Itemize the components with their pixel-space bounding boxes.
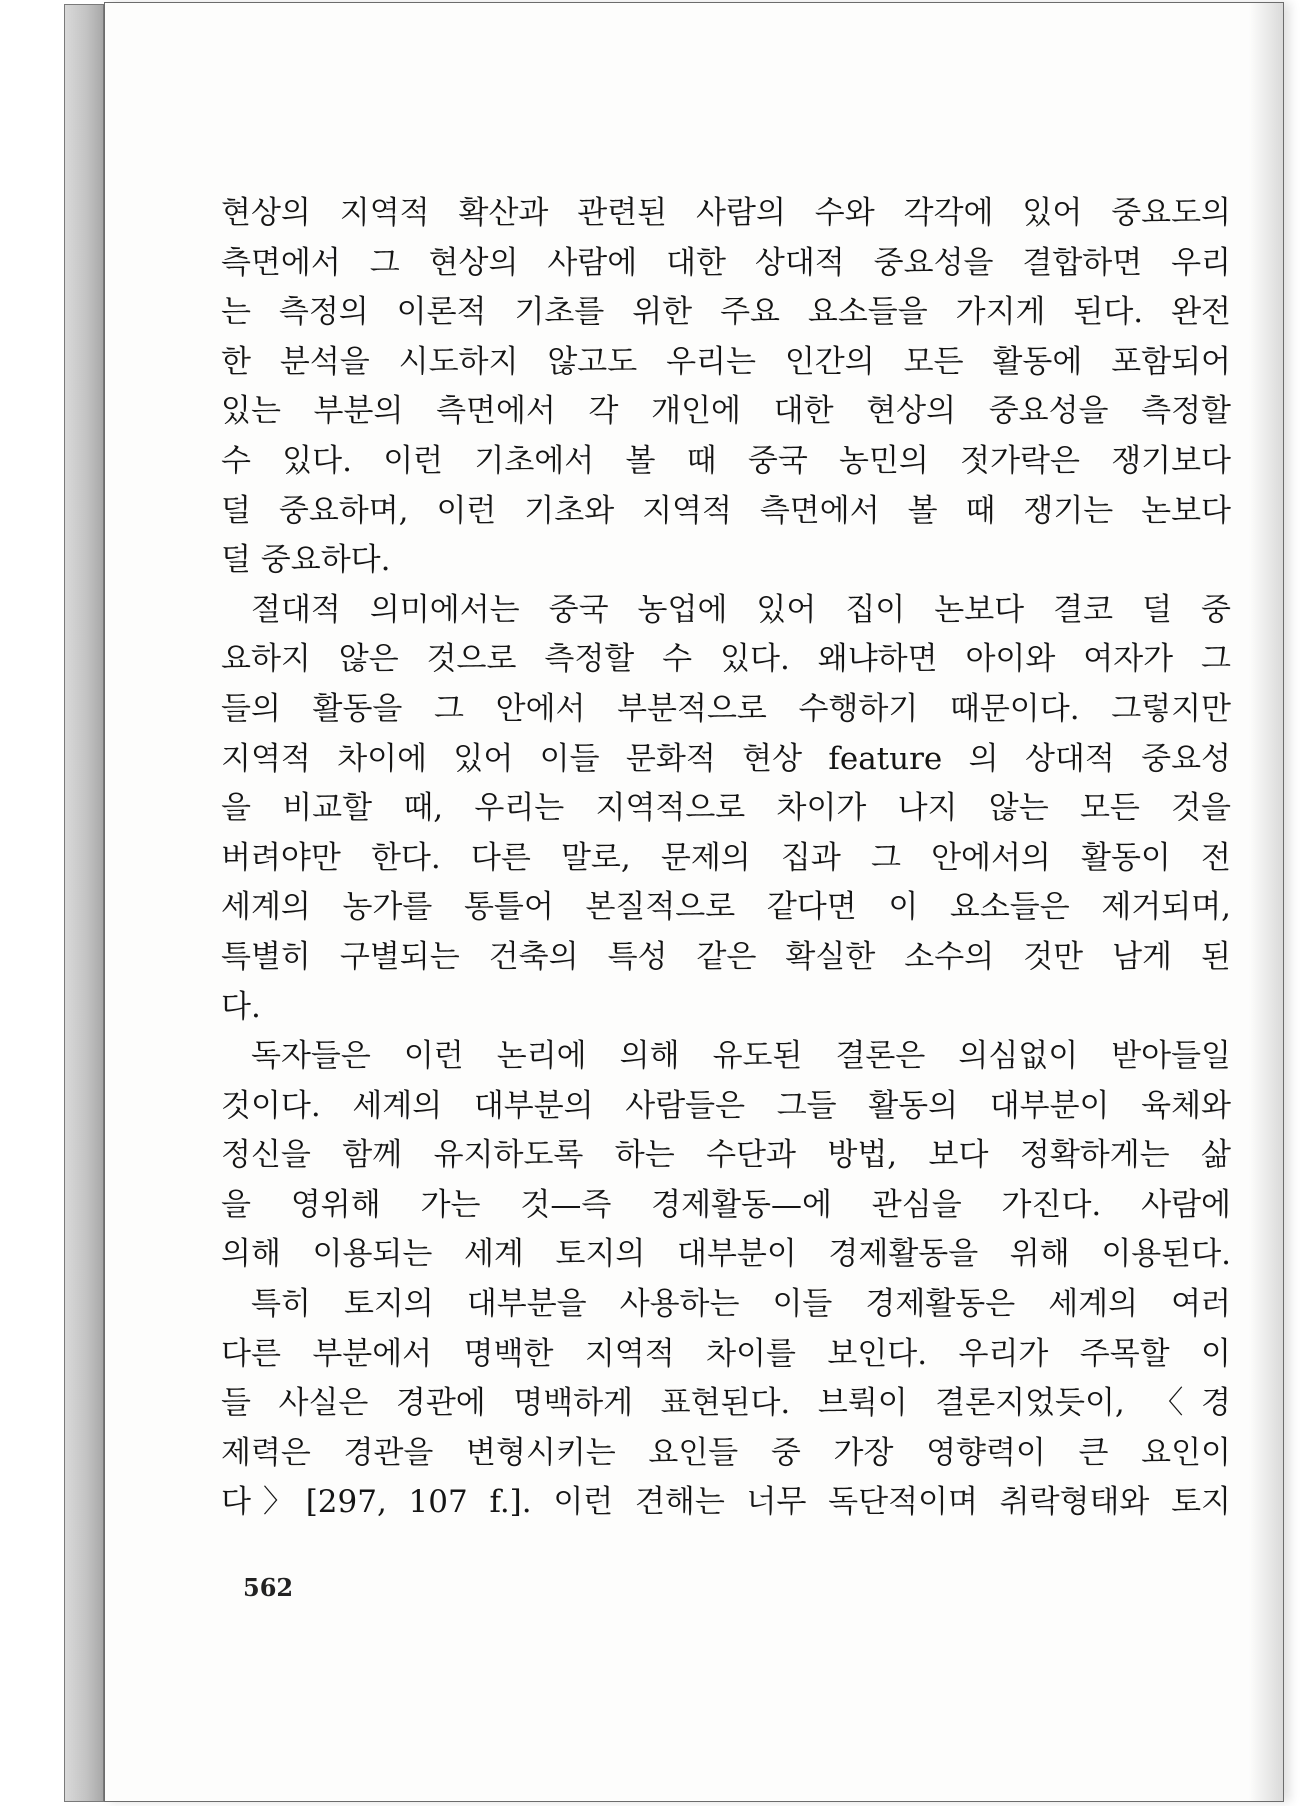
text-line: 한 분석을 시도하지 않고도 우리는 인간의 모든 활동에 포함되어 (221, 343, 1231, 380)
text-line: 덜 중요하며, 이런 기초와 지역적 측면에서 볼 때 쟁기는 논보다 (221, 492, 1231, 529)
book-page (104, 2, 1284, 1802)
text-line: 독자들은 이런 논리에 의해 유도된 결론은 의심없이 받아들일 (251, 1038, 1231, 1075)
text-line: 을 비교할 때, 우리는 지역적으로 차이가 나지 않는 모든 것을 (221, 790, 1231, 827)
text-line: 특별히 구별되는 건축의 특성 같은 확실한 소수의 것만 남게 된 (221, 938, 1231, 975)
text-line: 있는 부분의 측면에서 각 개인에 대한 현상의 중요성을 측정할 (221, 393, 1231, 430)
text-line: 측면에서 그 현상의 사람에 대한 상대적 중요성을 결합하면 우리 (221, 244, 1231, 281)
text-line: 지역적 차이에 있어 이들 문화적 현상 feature 의 상대적 중요성 (221, 740, 1231, 777)
text-line: 현상의 지역적 확산과 관련된 사람의 수와 각각에 있어 중요도의 (221, 195, 1231, 231)
text-line: 절대적 의미에서는 중국 농업에 있어 집이 논보다 결코 덜 중 (251, 591, 1231, 628)
text-line: 것이다. 세계의 대부분의 사람들은 그들 활동의 대부분이 육체와 (221, 1087, 1231, 1124)
text-line: 특히 토지의 대부분을 사용하는 이들 경제활동은 세계의 여러 (251, 1286, 1231, 1323)
text-line: 다〉[297, 107 f.]. 이런 견해는 너무 독단적이며 취락형태와 토지 (221, 1484, 1231, 1521)
text-line: 는 측정의 이론적 기초를 위한 주요 요소들을 가지게 된다. 완전 (221, 294, 1231, 331)
text-line: 들 사실은 경관에 명백하게 표현된다. 브뤽이 결론지었듯이, 〈경 (221, 1385, 1231, 1422)
text-line: 제력은 경관을 변형시키는 요인들 중 가장 영향력이 큰 요인이 (221, 1434, 1231, 1471)
text-line: 들의 활동을 그 안에서 부분적으로 수행하기 때문이다. 그렇지만 (221, 690, 1231, 727)
text-line: 덜 중요하다. (221, 542, 391, 579)
text-line: 의해 이용되는 세계 토지의 대부분이 경제활동을 위해 이용된다. (221, 1236, 1231, 1273)
text-line: 을 영위해 가는 것—즉 경제활동—에 관심을 가진다. 사람에 (221, 1186, 1231, 1223)
text-line: 정신을 함께 유지하도록 하는 수단과 방법, 보다 정확하게는 삶 (221, 1137, 1231, 1174)
text-line: 수 있다. 이런 기초에서 볼 때 중국 농민의 젓가락은 쟁기보다 (221, 442, 1231, 479)
text-line: 세계의 농가를 통틀어 본질적으로 같다면 이 요소들은 제거되며, (221, 889, 1231, 926)
text-line: 요하지 않은 것으로 측정할 수 있다. 왜냐하면 아이와 여자가 그 (221, 641, 1231, 678)
text-line: 다른 부분에서 명백한 지역적 차이를 보인다. 우리가 주목할 이 (221, 1335, 1231, 1372)
text-line: 다. (221, 988, 261, 1025)
page-body-text (221, 189, 1231, 1528)
book-spine (64, 4, 104, 1802)
page-fold-shadow (1249, 3, 1283, 1801)
page-number: 562 (243, 1573, 294, 1602)
text-line: 버려야만 한다. 다른 말로, 문제의 집과 그 안에서의 활동이 전 (221, 839, 1231, 876)
